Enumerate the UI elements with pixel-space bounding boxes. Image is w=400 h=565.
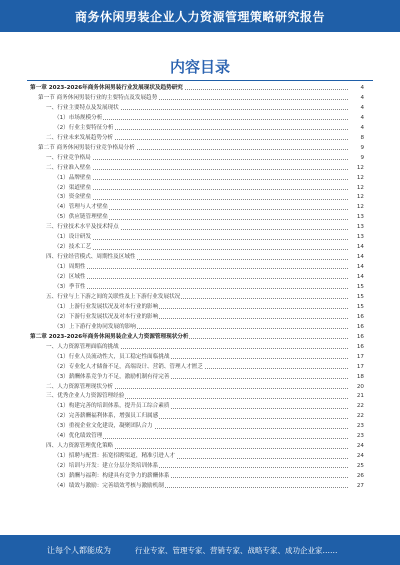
toc-entry-page: 20 — [356, 383, 364, 390]
toc-entry-page: 15 — [356, 303, 364, 310]
toc-entry[interactable] — [0, 135, 400, 142]
toc-entry-label: （3）季节性 — [54, 284, 86, 290]
toc-entry-page: 9 — [360, 154, 364, 161]
toc-entry-label: （1）构建完善的培训体系，提升员工综合素质 — [54, 403, 170, 410]
toc-entry-page: 25 — [356, 463, 364, 470]
toc-entry-label: 一、行业主要特点及发展现状 — [46, 104, 119, 111]
toc-entry-label: 第二节 商务休闲男装行业竞争格局分析 — [38, 144, 135, 151]
toc-entry-label: 二、人力资源管理现状分析 — [46, 383, 114, 390]
toc-entry[interactable] — [0, 334, 400, 341]
toc-entry[interactable] — [0, 413, 400, 420]
toc-entry[interactable] — [0, 224, 400, 231]
toc-entry-label: （2）渠道壁垒 — [54, 184, 92, 191]
toc-entry-page: 22 — [356, 413, 364, 420]
toc-entry-label: （3）重视企业文化建设，凝聚团队合力 — [54, 423, 153, 430]
toc-entry[interactable] — [0, 145, 400, 152]
toc-leader-dots — [54, 179, 348, 180]
toc-entry-page: 14 — [356, 264, 364, 271]
toc-entry-page: 9 — [360, 144, 364, 151]
toc-entry[interactable] — [0, 234, 400, 241]
toc-entry-page: 4 — [360, 85, 364, 91]
toc-entry-page: 26 — [356, 473, 364, 480]
toc-entry[interactable] — [0, 384, 400, 391]
toc-entry[interactable] — [0, 165, 400, 172]
toc-entry-label: （3）薪酬与福利：构建具有竞争力的薪酬体系 — [54, 473, 170, 480]
toc-heading: 内容目录 — [169, 58, 230, 76]
toc-entry-page: 12 — [356, 184, 364, 191]
toc-entry[interactable] — [0, 403, 400, 410]
toc-entry[interactable] — [0, 214, 400, 221]
toc-entry[interactable] — [0, 115, 400, 122]
toc-entry[interactable] — [0, 423, 400, 430]
toc-entry-page: 15 — [356, 293, 364, 300]
toc-entry-label: 三、优秀企业人力资源管理经验 — [46, 393, 125, 400]
toc-entry-label: （1）行业人员流动性大，员工稳定性面临挑战 — [54, 353, 170, 360]
toc-entry-label: 第一节 商务休闲男装行业的主要特点及发展趋势 — [38, 94, 158, 101]
toc-entry[interactable] — [0, 95, 400, 102]
toc-entry-label: 四、行业经营模式、周期性及区域性 — [46, 254, 136, 261]
toc-entry[interactable] — [0, 155, 400, 162]
toc-entry-label: 第一章 2023-2026年商务休闲男装行业发展现状及趋势研究 — [30, 85, 183, 91]
toc-leader-dots — [54, 189, 348, 190]
toc-entry-label: （1）品牌壁垒 — [54, 174, 92, 181]
toc-entry-label: 第二章 2023-2026年商务休闲男装企业人力资源管理现状分析 — [30, 333, 189, 340]
toc-entry[interactable] — [0, 194, 400, 201]
toc-entry-page: 18 — [356, 373, 364, 380]
toc-entry-label: （2）下游行业发展状况及对本行业的影响 — [54, 313, 159, 320]
toc-entry-label: 二、行业准入壁垒 — [46, 164, 91, 171]
toc-entry-label: 一、行业竞争格局 — [46, 154, 91, 161]
toc-entry-page: 17 — [356, 363, 364, 370]
toc-entry-label: （4）优化绩效管理 — [54, 433, 103, 440]
toc-entry[interactable] — [0, 483, 400, 490]
toc-entry[interactable] — [0, 393, 400, 400]
toc-entry-page: 14 — [356, 254, 364, 261]
toc-entry[interactable] — [0, 85, 400, 92]
footer-bar — [0, 535, 400, 565]
toc-entry-label: （4）绩效与激励：完善绩效考核与激励机制 — [54, 483, 164, 489]
toc-entry-label: （2）技术工艺 — [54, 244, 92, 251]
toc-entry-label: （3）薪酬体系竞争力不足，激励机制有待完善 — [54, 373, 170, 380]
heading-divider — [27, 80, 373, 81]
toc-entry[interactable] — [0, 185, 400, 192]
toc-entry-page: 16 — [356, 343, 364, 350]
toc-entry[interactable] — [0, 453, 400, 460]
toc-entry-page: 13 — [356, 224, 364, 231]
toc-entry-page: 4 — [360, 114, 364, 121]
toc-entry[interactable] — [0, 294, 400, 301]
toc-entry-label: 三、行业技术水平及技术特点 — [46, 224, 119, 231]
toc-entry[interactable] — [0, 274, 400, 281]
toc-entry[interactable] — [0, 374, 400, 381]
toc-entry-label: （1）上游行业发展状况及对本行业的影响 — [54, 303, 159, 310]
toc-entry-label: （1）市场规模分析 — [54, 114, 103, 121]
toc-leader-dots — [54, 249, 348, 250]
toc-leader-dots — [54, 239, 348, 240]
toc-entry-page: 21 — [356, 393, 364, 400]
toc-entry-page: 14 — [356, 244, 364, 251]
toc-entry[interactable] — [0, 433, 400, 440]
toc-entry-page: 12 — [356, 174, 364, 181]
toc-entry-page: 13 — [356, 234, 364, 241]
toc-entry[interactable] — [0, 304, 400, 311]
toc-entry-label: （1）周期性 — [54, 264, 86, 271]
footer-slogan-right: 行业专家、管理专家、营销专家、战略专家、成功企业家…… — [135, 545, 338, 555]
toc-entry-page: 16 — [356, 323, 364, 330]
toc-entry[interactable] — [0, 364, 400, 371]
toc-entry-label: （2）行业主要特征分析 — [54, 124, 114, 131]
toc-entry[interactable] — [0, 175, 400, 182]
toc-entry[interactable] — [0, 284, 400, 291]
toc-entry[interactable] — [0, 244, 400, 251]
toc-entry-label: （2）专业化人才储备不足，高端设计、营销、管理人才匮乏 — [54, 363, 203, 370]
toc-entry[interactable] — [0, 204, 400, 211]
toc-entry-label: 四、人力资源管理优化策略 — [46, 443, 114, 450]
toc-entry-label: 五、行业与上下游之间的关联性及上下游行业发展状况 — [46, 293, 181, 300]
toc-entry-label: （3）上下游行业协同发展的影响 — [54, 323, 136, 330]
toc-entry-page: 27 — [356, 483, 364, 489]
toc-entry-label: （1）招聘与配置：拓宽招聘渠道，精准引进人才 — [54, 453, 176, 460]
toc-entry[interactable] — [0, 254, 400, 261]
toc-entry-page: 16 — [356, 313, 364, 320]
report-title: 商务休闲男装企业人力资源管理策略研究报告 — [74, 9, 325, 24]
toc-entry[interactable] — [0, 264, 400, 271]
toc-entry-label: 二、行业未来发展趋势分析 — [46, 134, 114, 141]
toc-entry-label: （2）完善薪酬福利体系，增强员工归属感 — [54, 413, 159, 420]
toc-entry-page: 23 — [356, 433, 364, 440]
toc-entry[interactable] — [0, 344, 400, 351]
toc-entry-label: （2）区域性 — [54, 274, 86, 281]
toc-entry-label: 一、人力资源管理面临的挑战 — [46, 343, 119, 350]
toc-leader-dots — [54, 199, 348, 200]
toc-entry-page: 14 — [356, 274, 364, 281]
toc-entry-label: （4）管理与人才壁垒 — [54, 204, 108, 211]
toc-entry-page: 22 — [356, 403, 364, 410]
toc-leader-dots — [54, 268, 348, 269]
toc-entry-page: 4 — [360, 104, 364, 111]
toc-entry-label: （1）设计研发 — [54, 234, 92, 241]
toc-entry[interactable] — [0, 443, 400, 450]
toc-entry[interactable] — [0, 125, 400, 132]
toc-entry-page: 16 — [356, 333, 364, 340]
toc-leader-dots — [54, 288, 348, 289]
toc-entry-label: （2）培训与开发：建立分层分类培训体系 — [54, 463, 159, 470]
toc-entry[interactable] — [0, 463, 400, 470]
toc-entry-page: 12 — [356, 204, 364, 211]
toc-entry-page: 15 — [356, 284, 364, 290]
toc-entry-page: 12 — [356, 164, 364, 171]
toc-entry-page: 17 — [356, 353, 364, 360]
toc-entry[interactable] — [0, 473, 400, 480]
toc-entry-label: （3）资金壁垒 — [54, 194, 92, 201]
header-bar — [0, 0, 400, 32]
toc-entry-label: （5）供应链管理壁垒 — [54, 214, 108, 221]
toc-entry[interactable] — [0, 314, 400, 321]
footer-slogan-left: 让每个人都能成为 — [47, 545, 111, 555]
toc-entry-page: 23 — [356, 423, 364, 430]
toc-leader-dots — [54, 278, 348, 279]
toc-entry-page: 13 — [356, 214, 364, 221]
toc-entry-page: 4 — [360, 94, 364, 101]
toc-entry-page: 24 — [356, 443, 364, 450]
toc-entry[interactable] — [0, 105, 400, 112]
toc-entry-page: 4 — [360, 124, 364, 131]
toc-entry-page: 8 — [360, 134, 364, 141]
toc-entry-page: 12 — [356, 194, 364, 201]
toc-entry-page: 24 — [356, 453, 364, 460]
toc-entry[interactable] — [0, 324, 400, 331]
toc-entry[interactable] — [0, 354, 400, 361]
